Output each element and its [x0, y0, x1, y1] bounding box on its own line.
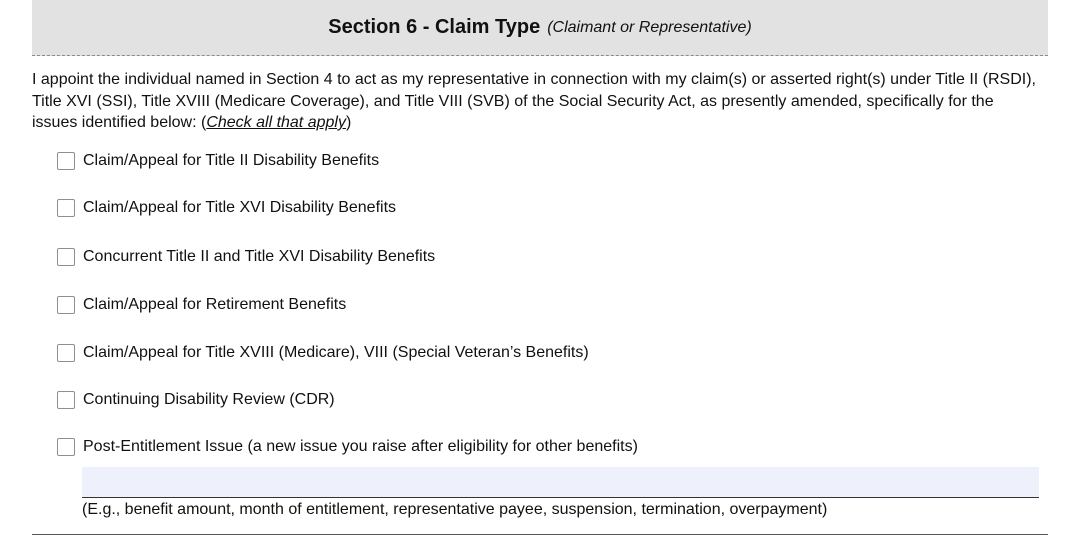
checkbox[interactable] — [57, 248, 75, 266]
post-entitlement-hint: (E.g., benefit amount, month of entitlement, representative payee, suspension, termination, overpayment) — [82, 501, 828, 518]
option-cdr[interactable] — [57, 390, 335, 410]
checkbox[interactable] — [57, 438, 75, 456]
option-label: Claim/Appeal for Title XVI Disability Benefits — [83, 199, 397, 216]
checkbox[interactable] — [57, 344, 75, 362]
section-title: Section 6 - Claim Type — [328, 16, 541, 38]
section-subtitle: (Claimant or Representative) — [547, 18, 752, 36]
checkbox[interactable] — [57, 199, 75, 217]
option-concurrent-disability[interactable] — [57, 247, 435, 267]
check-all-note: Check all that apply — [206, 114, 346, 131]
bottom-divider — [32, 534, 1048, 535]
option-title-xvi-disability[interactable] — [57, 198, 396, 218]
post-entitlement-input[interactable] — [82, 467, 1039, 498]
option-label: Claim/Appeal for Retirement Benefits — [83, 296, 347, 313]
option-medicare-svb[interactable] — [57, 343, 589, 363]
option-label: Claim/Appeal for Title II Disability Benefits — [83, 152, 380, 169]
option-retirement[interactable] — [57, 295, 346, 315]
option-label: Post-Entitlement Issue (a new issue you raise after eligibility for other benefits) — [83, 438, 638, 455]
section-header — [32, 0, 1048, 56]
option-label: Concurrent Title II and Title XVI Disability Benefits — [83, 248, 436, 265]
intro-close: ) — [345, 114, 352, 131]
intro-text: I appoint the individual named in Section 4 to act as my representative in connection with my claim(s) or asserted right(s) under Title II (RSDI), Title XVI (SSI), Title XVIII (Medicare Coverage), and Title VIII (SVB) of the Social Security Act, as presently amended, specifically for the issues identified below: ( — [32, 71, 1036, 131]
option-label: Claim/Appeal for Title XVIII (Medicare), VIII (Special Veteran’s Benefits) — [83, 344, 589, 361]
option-label: Continuing Disability Review (CDR) — [83, 391, 335, 408]
checkbox[interactable] — [57, 152, 75, 170]
checkbox[interactable] — [57, 391, 75, 409]
option-post-entitlement[interactable] — [57, 437, 638, 457]
intro-paragraph — [32, 69, 1042, 134]
option-title-ii-disability[interactable] — [57, 151, 379, 171]
checkbox[interactable] — [57, 296, 75, 314]
